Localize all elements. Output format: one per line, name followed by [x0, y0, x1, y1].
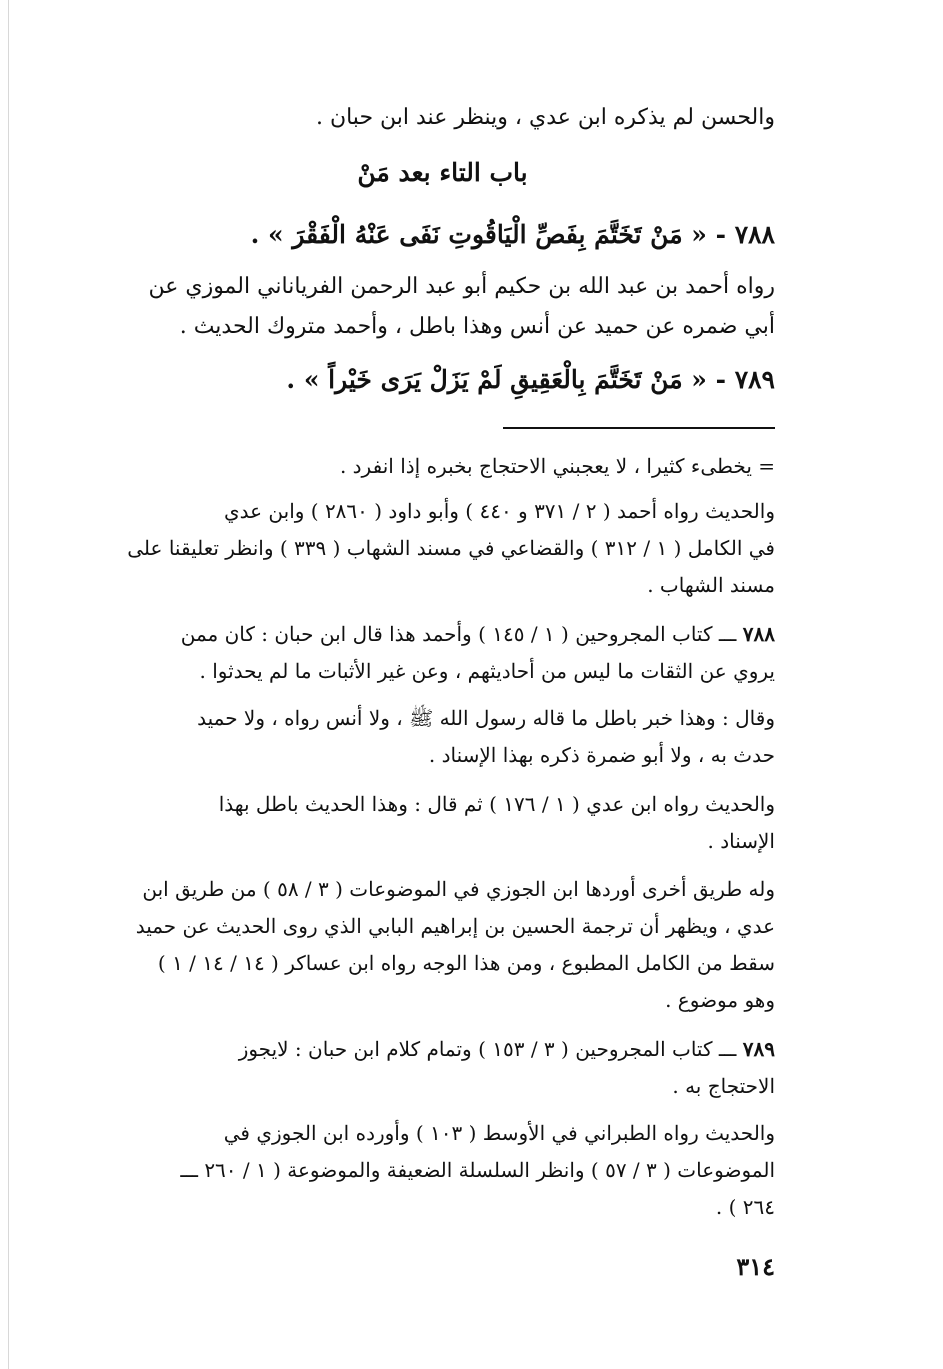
- book-page: [110, 0, 775, 1369]
- footnote-line: والحديث رواه الطبراني في الأوسط ( ١٠٣ ) وأورده ابن الجوزي في: [223, 1121, 775, 1145]
- footnote-line: الإسناد .: [707, 829, 775, 853]
- page-number: ٣١٤: [736, 1252, 775, 1281]
- footnote-line: في الكامل ( ١ / ٣١٢ ) والقضاعي في مسند الشهاب ( ٣٣٩ ) وانظر تعليقنا على: [127, 536, 775, 560]
- footnote-separator: [503, 427, 775, 429]
- footnote-line: يروي عن الثقات ما ليس من أحاديثهم ، وعن غير الأثبات ما لم يحدثوا .: [199, 659, 775, 683]
- footnote-line: وهو موضوع .: [665, 988, 775, 1012]
- hadith-788-commentary-line2: أبي ضمره عن حميد عن أنس وهذا باطل ، وأحمد متروك الحديث .: [179, 314, 775, 339]
- scan-edge-line: [8, 0, 9, 1369]
- hadith-788-commentary-line1: رواه أحمد بن عبد الله بن حكيم أبو عبد الرحمن الفرياناني الموزي عن: [148, 274, 775, 299]
- footnote-789-line1: [110, 1034, 775, 1064]
- footnote-line: والحديث رواه ابن عدي ( ١ / ١٧٦ ) ثم قال : وهذا الحديث باطل بهذا: [218, 792, 775, 816]
- footnote-line: ٢٦٤ ) .: [715, 1195, 775, 1219]
- main-text-line: والحسن لم يذكره ابن عدي ، وينظر عند ابن حبان .: [315, 105, 775, 130]
- footnote-text: ـــ كتاب المجروحين ( ١ / ١٤٥ ) وأحمد هذا قال ابن حبان : كان ممن: [180, 622, 737, 646]
- footnote-line: الاحتجاج به .: [672, 1074, 775, 1098]
- chapter-heading: باب التاء بعد مَنْ: [357, 158, 528, 187]
- footnote-line: وقال : وهذا خبر باطل ما قاله رسول الله ﷺ ، ولا أنس رواه ، ولا حميد: [197, 706, 775, 730]
- footnote-line: وله طريق أخرى أوردها ابن الجوزي في الموضوعات ( ٣ / ٥٨ ) من طريق ابن: [142, 877, 775, 901]
- footnote-line: سقط من الكامل المطبوع ، ومن هذا الوجه رواه ابن عساكر ( ١٤ / ١٤ / ١ ): [157, 951, 775, 975]
- footnote-line: حدث به ، ولا أبو ضمرة ذكره بهذا الإسناد .: [428, 743, 775, 767]
- footnote-line: عدي ، ويظهر أن ترجمة الحسين بن إبراهيم البابي الذي روى الحديث عن حميد: [135, 914, 775, 938]
- footnote-line: والحديث رواه أحمد ( ٢ / ٣٧١ و ٤٤٠ ) وأبو داود ( ٢٨٦٠ ) وابن عدي: [223, 499, 775, 523]
- hadith-789: ٧٨٩ - « مَنْ تَخَتَّمَ بِالْعَقِيقِ لَمْ يَزَلْ يَرَى خَيْراً » .: [286, 365, 775, 394]
- footnote-text: ـــ كتاب المجروحين ( ٣ / ١٥٣ ) وتمام كلام ابن حبان : لايجوز: [238, 1037, 737, 1061]
- footnote-continuation: = يخطىء كثيرا ، لا يعجبني الاحتجاج بخبره إذا انفرد .: [339, 454, 775, 478]
- footnote-number: ٧٨٨: [742, 622, 775, 646]
- footnote-line: الموضوعات ( ٣ / ٥٧ ) وانظر السلسلة الضعيفة والموضوعة ( ١ / ٢٦٠ ـــ: [180, 1158, 775, 1182]
- footnote-788-line1: [110, 619, 775, 649]
- hadith-788: ٧٨٨ - « مَنْ تَخَتَّمَ بِفَصِّ الْيَاقُوتِ نَفَى عَنْهُ الْفَقْرَ » .: [250, 220, 775, 249]
- footnote-number: ٧٨٩: [742, 1037, 775, 1061]
- footnote-line: مسند الشهاب .: [647, 573, 775, 597]
